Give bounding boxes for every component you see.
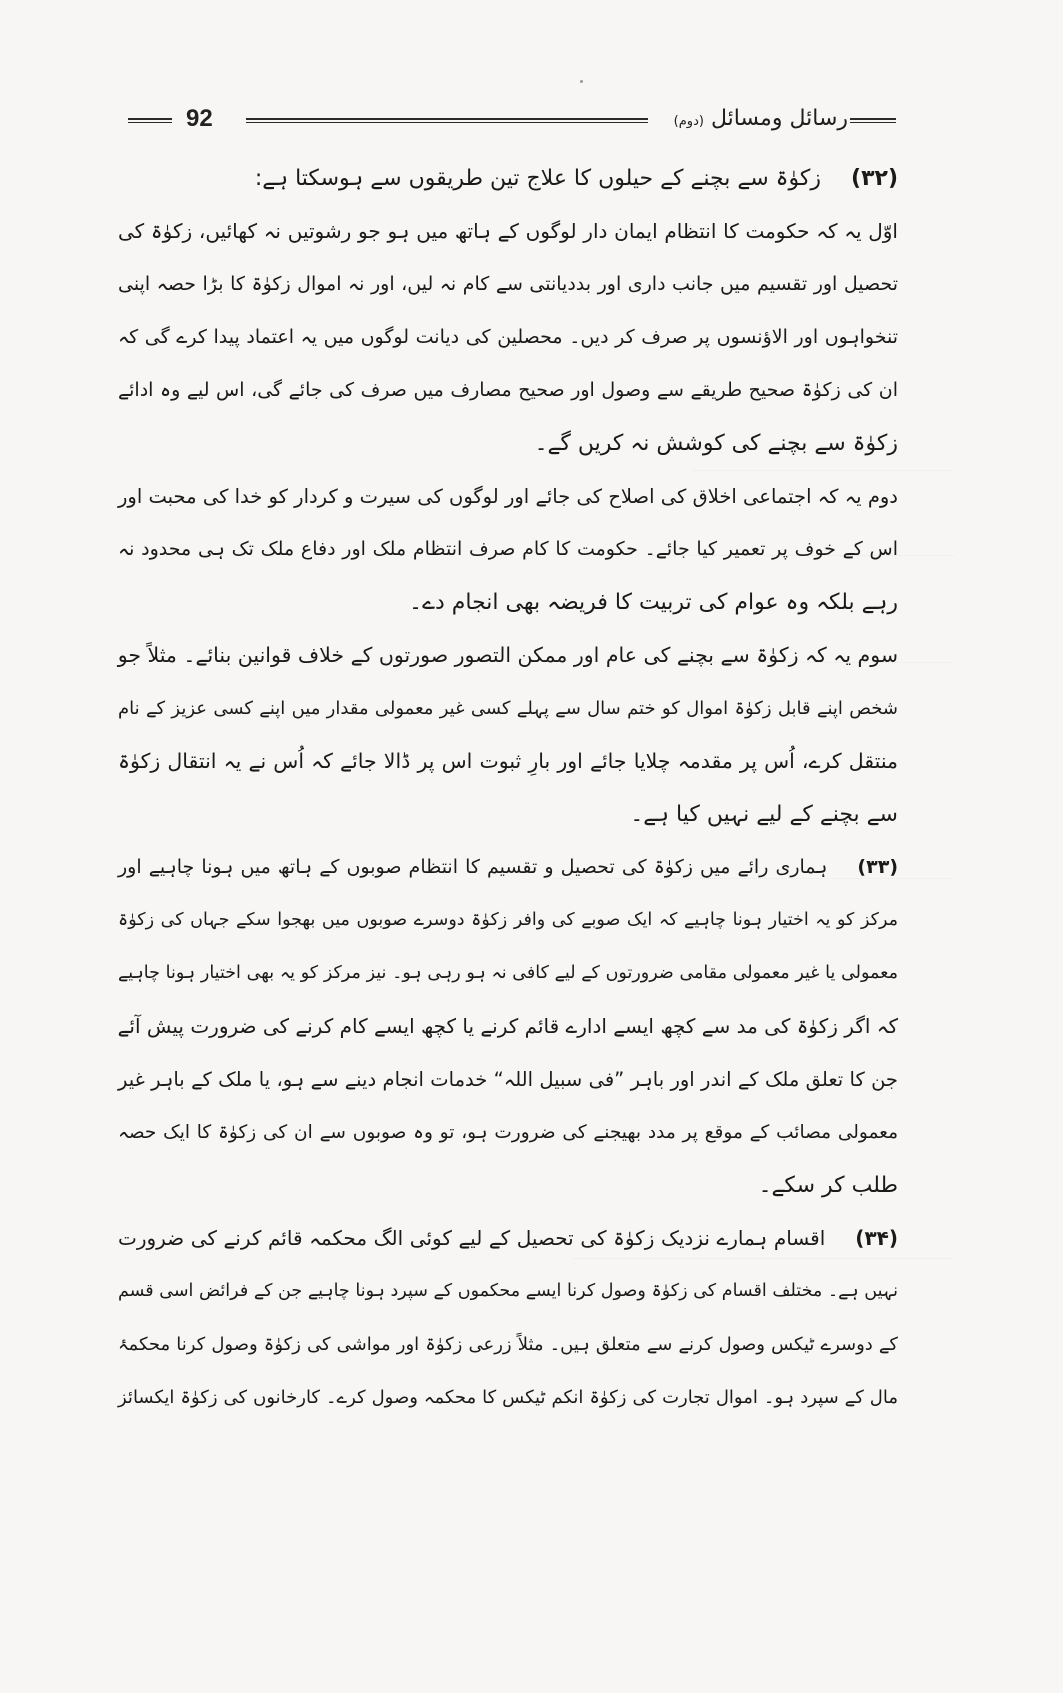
line-text: نہیں ہے۔ مختلف اقسام کی زکوٰۃ وصول کرنا ایسے محکموں کے سپرد ہونا چاہیے جن کے فرائض اسی قسم [118, 1281, 898, 1301]
text-line [118, 523, 898, 576]
header-rule-right [850, 118, 896, 123]
line-text: تنخواہوں اور الاؤنسوں پر صرف کر دیں۔ محصلین کی دیانت لوگوں میں یہ اعتماد پیدا کرے گی کہ [118, 326, 898, 348]
text-line [118, 629, 898, 682]
text-line [118, 1212, 898, 1265]
line-text: معمولی یا غیر معمولی مقامی ضرورتوں کے لیے کافی نہ ہو رہی ہو۔ نیز مرکز کو یہ بھی اختیار ہونا چاہیے [118, 963, 898, 983]
text-line [118, 1106, 898, 1159]
line-text: جن کا تعلق ملک کے اندر اور باہر ”فی سبیل اللہ“ خدمات انجام دینے سے ہو، یا ملک کے باہر غیر [118, 1068, 898, 1091]
text-line [118, 894, 898, 947]
section-number: (۳۳) [857, 856, 898, 878]
book-title [656, 104, 848, 137]
text-line [118, 1000, 898, 1053]
volume-label: (دوم) [673, 114, 704, 129]
line-text: زکوٰۃ سے بچنے کے حیلوں کا علاج تین طریقوں سے ہوسکتا ہے: [254, 166, 822, 191]
section-number: (۳۴) [855, 1226, 898, 1250]
line-text: مرکز کو یہ اختیار ہونا چاہیے کہ ایک صوبے کی وافر زکوٰۃ دوسرے صوبوں میں بھجوا سکے جہاں کی زکوٰۃ [118, 910, 898, 930]
line-text: اس کے خوف پر تعمیر کیا جائے۔ حکومت کا کام صرف انتظام ملک اور دفاع ملک تک ہی محدود نہ [118, 538, 898, 560]
line-text: سوم یہ کہ زکوٰۃ سے بچنے کی عام اور ممکن التصور صورتوں کے خلاف قوانین بنائے۔ مثلاً جو [117, 643, 898, 667]
text-line [118, 1318, 898, 1371]
line-text: دوم یہ کہ اجتماعی اخلاق کی اصلاح کی جائے اور لوگوں کی سیرت و کردار کو خدا کی محبت اور [118, 485, 898, 508]
text-line [118, 947, 898, 1000]
text-line [118, 788, 898, 841]
line-text: اقسام ہمارے نزدیک زکوٰۃ کی تحصیل کے لیے کوئی الگ محکمہ قائم کرنے کی ضرورت [118, 1226, 826, 1250]
line-text: طلب کر سکے۔ [758, 1173, 898, 1198]
line-text: زکوٰۃ سے بچنے کی کوشش نہ کریں گے۔ [534, 431, 898, 456]
line-text: معمولی مصائب کے موقع پر مدد بھیجنے کی ضرورت ہو، تو وہ صوبوں سے ان کی زکوٰۃ کا ایک حصہ [118, 1122, 898, 1143]
scan-speck [580, 80, 583, 83]
text-line [118, 470, 898, 523]
line-text: تحصیل اور تقسیم میں جانب داری اور بددیانتی سے کام نہ لیں، اور نہ اموال زکوٰۃ کا بڑا حصہ اپنی [118, 273, 898, 295]
line-text: ہماری رائے میں زکوٰۃ کی تحصیل و تقسیم کا انتظام صوبوں کے ہاتھ میں ہونا چاہیے اور [118, 856, 828, 878]
text-line [118, 258, 898, 311]
line-text: ان کی زکوٰۃ صحیح طریقے سے وصول اور صحیح مصارف میں صرف کی جائے گی، اس لیے وہ ادائے [118, 379, 898, 401]
header-rule-left [128, 118, 172, 123]
text-line [118, 1265, 898, 1318]
line-text: شخص اپنے قابل زکوٰۃ اموال کو ختم سال سے پہلے کسی غیر معمولی مقدار میں اپنے کسی عزیز کے نام [118, 698, 898, 719]
text-line [118, 1371, 898, 1424]
section-number: (۳۲) [851, 166, 898, 191]
text-line [118, 1053, 898, 1106]
text-line [118, 735, 898, 788]
text-line [118, 205, 898, 258]
text-line [118, 311, 898, 364]
line-text: کے دوسرے ٹیکس وصول کرنے سے متعلق ہیں۔ مثلاً زرعی زکوٰۃ اور مواشی کی زکوٰۃ وصول کرنا محکمۂ [118, 1334, 898, 1355]
text-line [118, 417, 898, 470]
header-rule-middle [246, 118, 648, 123]
text-line [118, 682, 898, 735]
book-title-text: رسائل ومسائل [710, 106, 848, 131]
line-text: رہے بلکہ وہ عوام کی تربیت کا فریضہ بھی انجام دے۔ [409, 590, 898, 615]
text-line [118, 152, 898, 205]
line-text: مال کے سپرد ہو۔ اموال تجارت کی زکوٰۃ انکم ٹیکس کا محکمہ وصول کرے۔ کارخانوں کی زکوٰۃ ایکسائز [118, 1387, 898, 1408]
text-line [118, 364, 898, 417]
text-line [118, 1159, 898, 1212]
body-text [118, 152, 898, 1424]
page-number: 92 [186, 105, 213, 132]
text-line [118, 576, 898, 629]
line-text: اوّل یہ کہ حکومت کا انتظام ایمان دار لوگوں کے ہاتھ میں ہو جو رشوتیں نہ کھائیں، زکوٰۃ کی [118, 219, 898, 243]
running-header [128, 104, 898, 140]
line-text: کہ اگر زکوٰۃ کی مد سے کچھ ایسے ادارے قائم کرنے یا کچھ ایسے کام کرنے کی ضرورت پیش آئے [117, 1014, 898, 1038]
line-text: سے بچنے کے لیے نہیں کیا ہے۔ [630, 802, 898, 827]
line-text: منتقل کرے، اُس پر مقدمہ چلایا جائے اور بارِ ثبوت اس پر ڈالا جائے کہ اُس نے یہ انتقال زکوٰۃ [118, 749, 898, 773]
text-line [118, 841, 898, 894]
